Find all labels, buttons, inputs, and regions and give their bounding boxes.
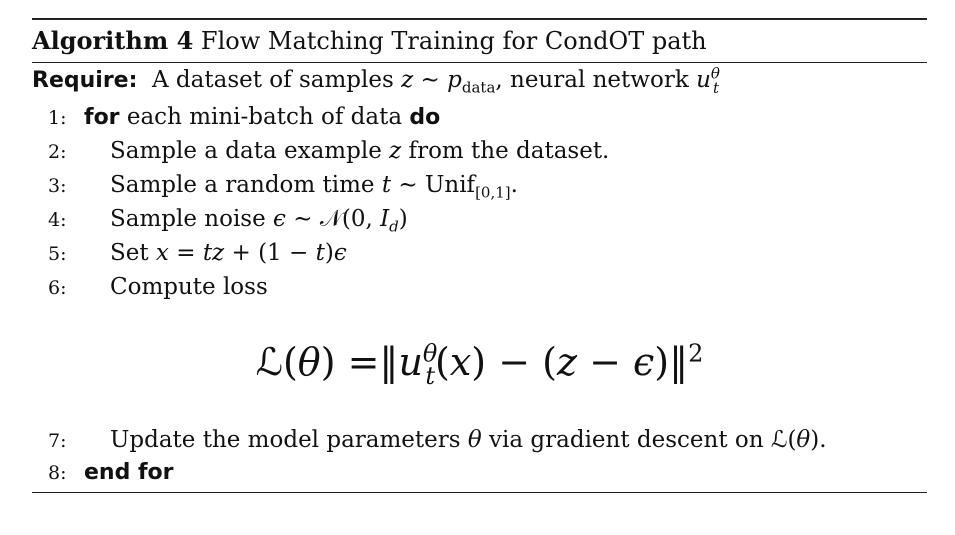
line-text: Set x = tz + (1 − t)ϵ <box>110 240 347 266</box>
header-rule <box>32 62 927 63</box>
line-number: 8: <box>48 462 67 484</box>
line-number: 5: <box>48 243 67 265</box>
end-for-keyword: end for <box>84 460 174 485</box>
line-3 <box>32 169 518 201</box>
line-number: 2: <box>48 141 67 163</box>
line-8 <box>32 456 174 488</box>
algorithm-title-text: Flow Matching Training for CondOT path <box>200 27 707 55</box>
bottom-rule <box>32 492 927 493</box>
line-number: 3: <box>48 175 67 197</box>
line-number: 7: <box>48 430 67 452</box>
line-number: 1: <box>48 107 67 129</box>
algorithm-label: Algorithm 4 <box>32 26 194 55</box>
line-text: Update the model parameters θ via gradient descent on ℒ(θ). <box>110 427 827 453</box>
line-text: Sample noise ϵ ∼ 𝒩(0, $I_d$) <box>110 206 408 236</box>
line-number: 4: <box>48 209 67 231</box>
line-text: Compute loss <box>110 274 268 300</box>
line-7 <box>32 424 827 456</box>
line-6 <box>32 271 268 303</box>
require-line <box>32 64 719 96</box>
loss-equation: ℒ(θ) $=‖u^\theta_t(x) - (z$ − ϵ)‖$^2$ <box>255 339 704 390</box>
require-text: A dataset of samples z ∼ $p_{data}$, neural network $u^\theta_t$ <box>144 64 720 97</box>
line-1 <box>32 101 440 133</box>
line-2 <box>32 135 609 167</box>
line-text: Sample a data example z from the dataset. <box>110 138 610 164</box>
for-keyword: for <box>84 105 120 130</box>
do-keyword: do <box>409 105 441 130</box>
line-text: Sample a random time t ∼ Unif$_{[0,1]}$. <box>110 172 518 202</box>
line-text: each mini-batch of data <box>126 104 403 130</box>
algorithm-box <box>32 18 927 63</box>
algorithm-title <box>32 20 927 58</box>
require-keyword: Require: <box>32 68 138 93</box>
line-5 <box>32 237 347 269</box>
line-number: 6: <box>48 277 67 299</box>
line-4 <box>32 203 408 235</box>
